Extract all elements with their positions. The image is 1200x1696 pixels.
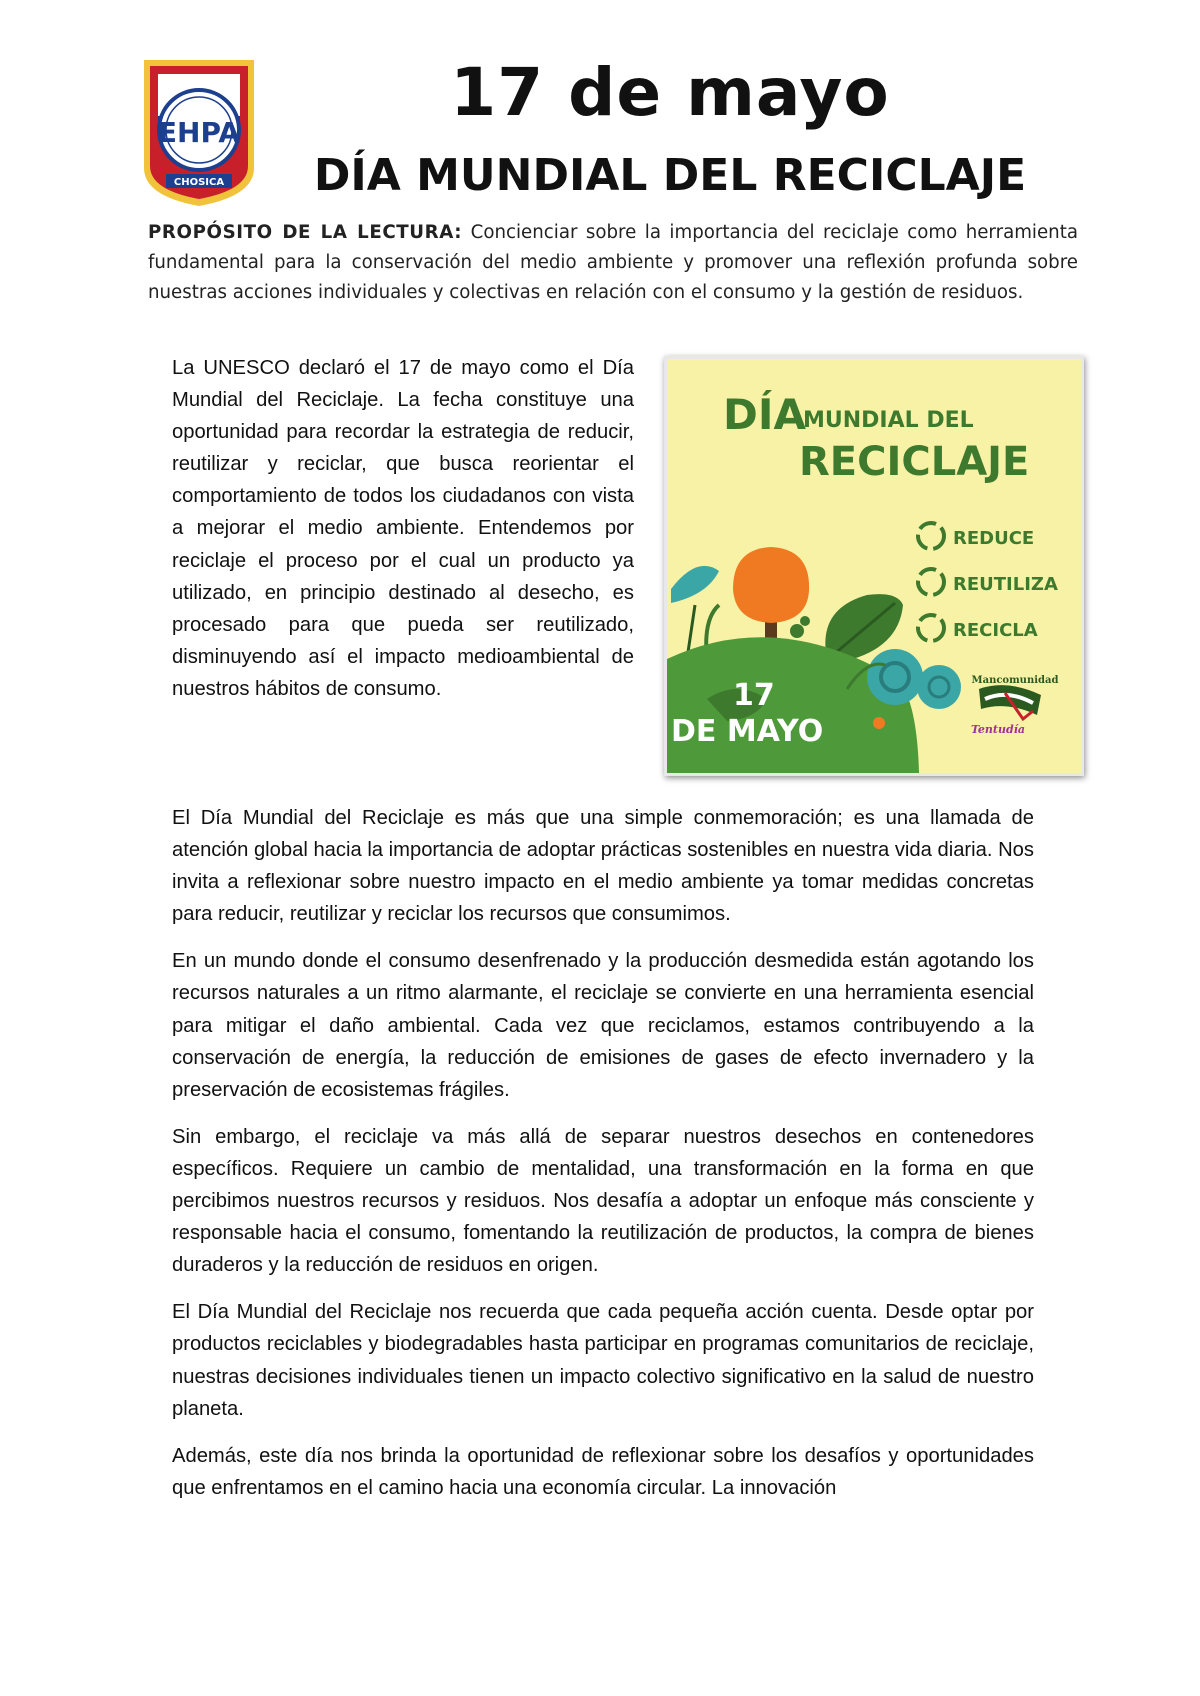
poster-item-label: REDUCE [953, 528, 1035, 549]
main-title: DÍA MUNDIAL DEL RECICLAJE [313, 150, 1027, 201]
poster-title-dia: DÍA [723, 390, 806, 439]
logo-place: CHOSICA [173, 177, 225, 188]
purpose-text: Concienciar sobre la importancia del reciclaje como herramienta fundamental para la conservación del medio ambiente y promover una reflexión profunda sobre nuestras acciones individuales y colectivas en relación con el consumo y la gestión de residuos. [148, 222, 1078, 303]
poster-date-month: DE MAYO [671, 714, 824, 749]
poster-item-label: REUTILIZA [953, 574, 1058, 595]
intro-paragraph: La UNESCO declaró el 17 de mayo como el Día Mundial del Reciclaje. La fecha constituye una oportunidad para recordar la estrategia de reducir, reutilizar y reciclar, que busca reorientar el comportamiento de todos los ciudadanos con vista a mejorar el medio ambiente. Entendemos por reciclaje el proceso por el cual un producto ya utilizado, en principio destinado al desecho, es procesado para que pueda ser reutilizado, disminuyendo así el impacto medioambiental de nuestros hábitos de consumo. [172, 357, 634, 700]
paragraph-1: El Día Mundial del Reciclaje es más que una simple conmemoración; es una llamada de atención global hacia la importancia de adoptar prácticas sostenibles en nuestra vida diaria. Nos invita a reflexionar sobre nuestro impacto en el medio ambiente ya tomar medidas concretas para reducir, reutilizar y reciclar los recursos que consumimos. [172, 807, 1034, 926]
poster-org-bottom: Tentudía [971, 723, 1025, 736]
paragraph-2: En un mundo donde el consumo desenfrenado y la producción desmedida están agotando los recursos naturales a un ritmo alarmante, el reciclaje se convierte en una herramienta esencial para mitigar el daño ambiental. Cada vez que reciclamos, estamos contribuyendo a la conservación de energía, la reducción de emisiones de gases de efecto invernadero y la preservación de ecosistemas frágiles. [172, 950, 1034, 1101]
school-crest-icon [140, 56, 258, 208]
poster-date-number: 17 [733, 678, 775, 713]
poster-org-top: Mancomunidad [971, 675, 1059, 686]
purpose-section [148, 218, 1078, 308]
poster-title-reciclaje: RECICLAJE [799, 439, 1030, 485]
poster-title-mundial: MUNDIAL DEL [803, 408, 974, 433]
paragraph-4: El Día Mundial del Reciclaje nos recuerda que cada pequeña acción cuenta. Desde optar por productos reciclables y biodegradables hasta participar en programas comunitarios de reciclaje, nuestras decisiones individuales tienen un impacto colectivo significativo en la salud de nuestro planeta. [172, 1301, 1034, 1420]
purpose-label: PROPÓSITO DE LA LECTURA: [148, 222, 463, 243]
date-title: 17 de mayo [450, 54, 890, 131]
poster-item-label: RECICLA [953, 620, 1038, 641]
recycling-day-poster [664, 356, 1084, 776]
logo-letters: EHPA [157, 116, 241, 149]
school-logo [140, 56, 258, 208]
paragraph-5: Además, este día nos brinda la oportunidad de reflexionar sobre los desafíos y oportunidades que enfrentamos en el camino hacia una economía circular. La innovación [172, 1444, 1034, 1499]
paragraph-3: Sin embargo, el reciclaje va más allá de separar nuestros desechos en contenedores específicos. Requiere un cambio de mentalidad, una transformación en la forma en que percibimos nuestros recursos y residuos. Nos desafía a adoptar un enfoque más consciente y responsable hacia el consumo, fomentando la reutilización de productos, la compra de bienes duraderos y la reducción de residuos en origen. [172, 1125, 1034, 1277]
body-text [172, 802, 1034, 1519]
